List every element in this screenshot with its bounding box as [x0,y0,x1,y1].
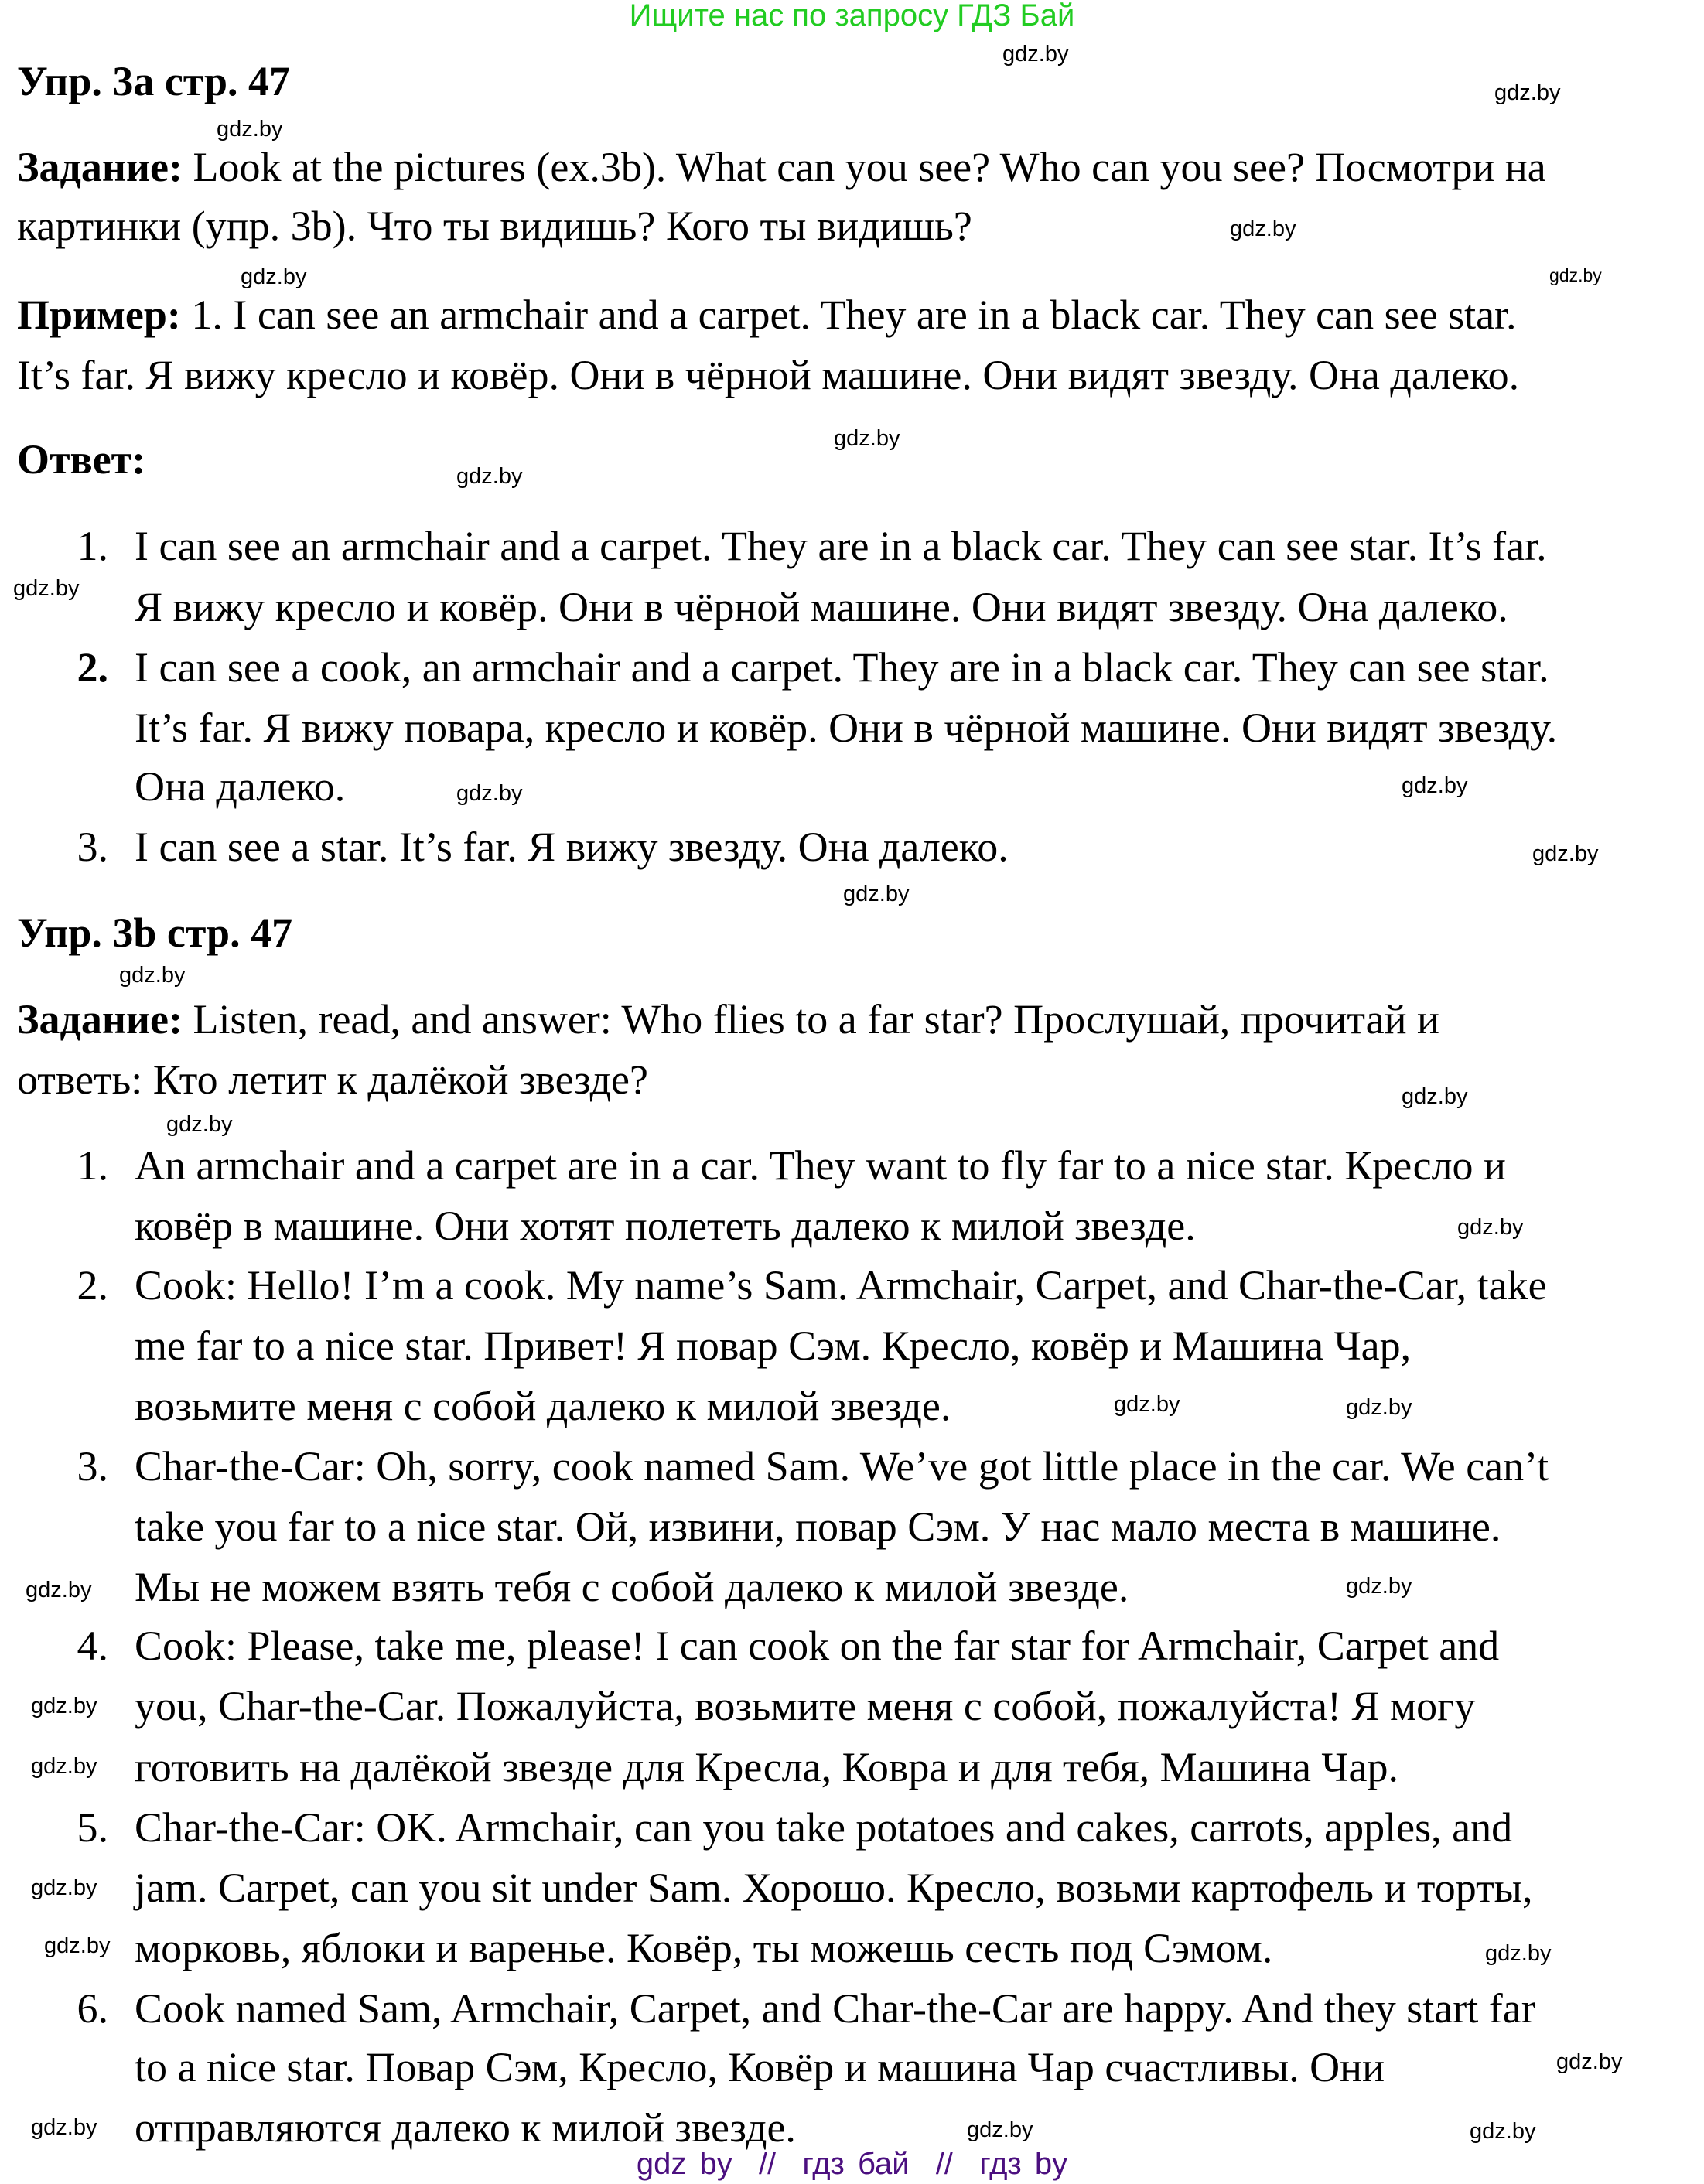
exercise-3b-title: Упр. 3b стр. 47 [17,909,293,956]
watermark: gdz.by [26,1578,92,1602]
item-number: 2. [77,1262,108,1309]
watermark: gdz.by [119,963,186,988]
item-number: 4. [77,1623,108,1669]
item-line: отправляются далеко к милой звезде. [135,2104,796,2151]
item-line: ковёр в машине. Они хотят полететь далеко к милой звезде. [135,1203,1196,1249]
item-number: 5. [77,1804,108,1851]
example-line-2: It’s far. Я вижу кресло и ковёр. Они в чёрной машине. Они видят звезду. Она далеко. [17,352,1520,398]
task-text: Look at the pictures (ex.3b). What can you see? Who can you see? Посмотри на [193,144,1546,190]
task-label: Задание: [17,996,183,1043]
task-3a-line-2: картинки (упр. 3b). Что ты видишь? Кого ты видишь? [17,203,972,249]
item-number: 1. [77,1142,108,1189]
exercise-3a-title: Упр. 3а стр. 47 [17,58,291,104]
answer-line: It’s far. Я вижу повара, кресло и ковёр. Они в чёрной машине. Они видят звезду. [135,705,1558,751]
item-line: Char-the-Car: Oh, sorry, cook named Sam. We’ve got little place in the car. We can’t [135,1443,1549,1490]
watermark: gdz.by [456,464,523,489]
watermark: gdz.by [1494,80,1561,105]
watermark: gdz.by [1402,773,1468,798]
watermark: gdz.by [13,576,80,601]
watermark: gdz.by [1556,2049,1623,2074]
watermark: gdz.by [31,1875,97,1900]
item-line: to a nice star. Повар Сэм, Кресло, Ковёр и машина Чар счастливы. Они [135,2044,1385,2090]
footer-links[interactable]: gdz by // гдз бай // гдз by [636,2147,1068,2181]
watermark: gdz.by [834,426,900,451]
answer-line: I can see an armchair and a carpet. They are in a black car. They can see star. It’s far. [135,523,1547,569]
answer-line: Я вижу кресло и ковёр. Они в чёрной машине. Они видят звезду. Она далеко. [135,584,1508,630]
watermark: gdz.by [31,1754,97,1779]
answer-number: 3. [77,824,108,870]
item-number: 6. [77,1985,108,2032]
item-line: Char-the-Car: OK. Armchair, can you take potatoes and cakes, carrots, apples, and [135,1804,1513,1851]
task-3b-line-2: ответь: Кто летит к далёкой звезде? [17,1056,648,1103]
item-line: An armchair and a carpet are in a car. They want to fly far to a nice star. Кресло и [135,1142,1506,1189]
answer-label: Ответ: [17,436,146,483]
item-line: jam. Carpet, can you sit under Sam. Хорошо. Кресло, возьми картофель и торты, [135,1865,1533,1911]
watermark: gdz.by [217,117,283,142]
answer-number: 2. [77,644,108,691]
watermark: gdz.by [1470,2119,1536,2144]
watermark: gdz.by [1230,217,1296,241]
watermark: gdz.by [843,882,910,906]
watermark: gdz.by [166,1112,233,1137]
item-line: take you far to a nice star. Ой, извини, повар Сэм. У нас мало места в машине. [135,1503,1501,1550]
task-3a-line-1 [17,144,1546,190]
search-banner[interactable]: Ищите нас по запросу ГДЗ Бай [629,0,1075,32]
watermark: gdz.by [456,781,523,806]
watermark: gdz.by [1346,1395,1412,1420]
item-line: Cook named Sam, Armchair, Carpet, and Char-the-Car are happy. And they start far [135,1985,1535,2032]
answer-line: I can see a cook, an armchair and a carpet. They are in a black car. They can see star. [135,644,1549,691]
item-line: me far to a nice star. Привет! Я повар Сэм. Кресло, ковёр и Машина Чар, [135,1322,1412,1369]
watermark: gdz.by [44,1933,111,1958]
watermark: gdz.by [1002,42,1069,67]
watermark: gdz.by [1532,841,1599,866]
item-line: Cook: Please, take me, please! I can cook on the far star for Armchair, Carpet and [135,1623,1500,1669]
task-3b-line-1 [17,996,1439,1043]
item-line: Мы не можем взять тебя с собой далеко к милой звезде. [135,1564,1129,1610]
watermark: gdz.by [1549,265,1602,285]
task-label: Задание: [17,144,183,190]
watermark: gdz.by [1402,1084,1468,1109]
item-line: you, Char-the-Car. Пожалуйста, возьмите меня с собой, пожалуйста! Я могу [135,1683,1476,1729]
watermark: gdz.by [1114,1392,1180,1417]
answer-line: Она далеко. [135,763,346,810]
watermark: gdz.by [1485,1941,1552,1966]
watermark: gdz.by [31,2115,97,2140]
item-number: 3. [77,1443,108,1490]
example-text: 1. I can see an armchair and a carpet. They are in a black car. They can see star. [191,292,1517,338]
watermark: gdz.by [31,1694,97,1718]
item-line: возьмите меня с собой далеко к милой звезде. [135,1383,951,1429]
example-line-1 [17,292,1517,338]
answer-line: I can see a star. It’s far. Я вижу звезду. Она далеко. [135,824,1009,870]
watermark: gdz.by [967,2117,1033,2142]
watermark: gdz.by [1457,1215,1524,1240]
example-label: Пример: [17,292,181,338]
watermark: gdz.by [241,264,307,289]
answer-number: 1. [77,523,108,569]
item-line: готовить на далёкой звезде для Кресла, Ковра и для тебя, Машина Чар. [135,1744,1398,1790]
watermark: gdz.by [1346,1574,1412,1599]
task-text: Listen, read, and answer: Who flies to a far star? Прослушай, прочитай и [193,996,1439,1043]
item-line: Cook: Hello! I’m a cook. My name’s Sam. Armchair, Carpet, and Char-the-Car, take [135,1262,1547,1309]
item-line: морковь, яблоки и варенье. Ковёр, ты можешь сесть под Сэмом. [135,1925,1273,1971]
